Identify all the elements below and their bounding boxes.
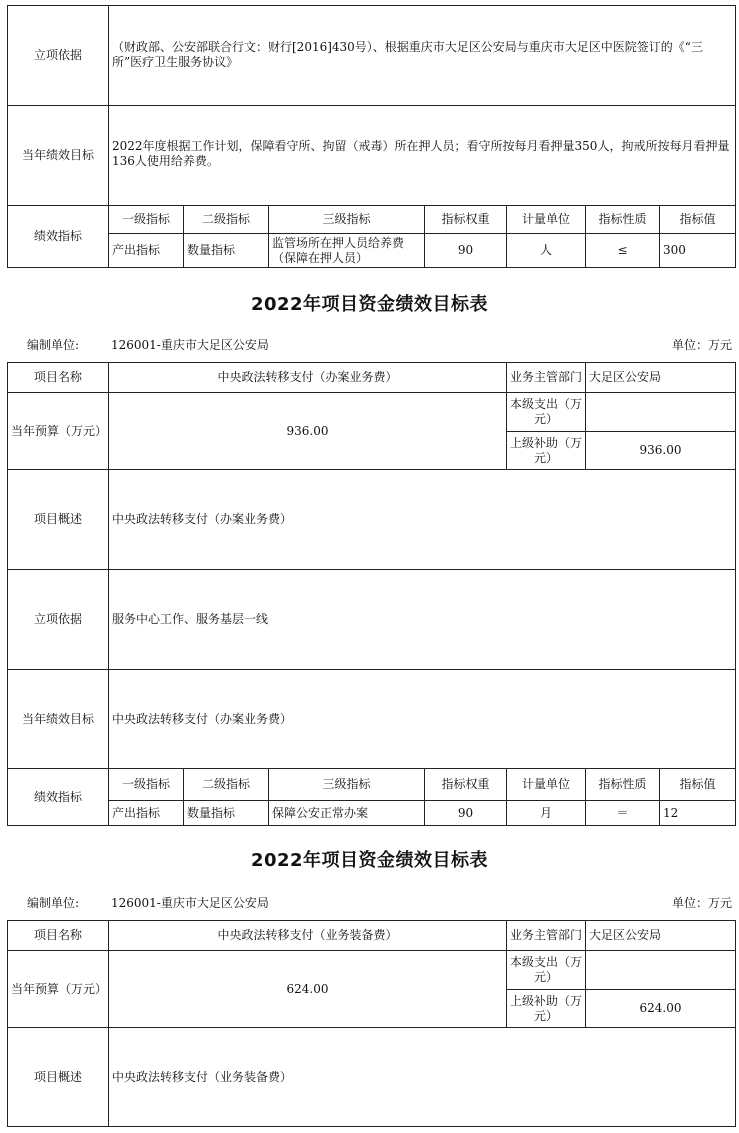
header-value: 指标值 xyxy=(660,206,736,234)
section2-sub-value: 624.00 xyxy=(586,990,736,1028)
section1-cell-unit: 月 xyxy=(507,801,586,826)
section1-cell-level3: 保障公安正常办案 xyxy=(269,801,425,826)
goal-label: 当年绩效目标 xyxy=(8,106,109,206)
section2-title: 2022年项目资金绩效目标表 xyxy=(250,850,489,871)
section1-basis-text: 服务中心工作、服务基层一线 xyxy=(109,570,736,670)
section2-table xyxy=(7,920,736,1127)
section1-project-name: 中央政法转移支付（办案业务费） xyxy=(109,363,507,393)
section1-header-level2: 二级指标 xyxy=(184,769,269,801)
section1-dept-value: 大足区公安局 xyxy=(586,363,736,393)
section1-cell-level1: 产出指标 xyxy=(109,801,184,826)
section1-table xyxy=(7,362,736,826)
section1-own-value xyxy=(586,393,736,432)
cell-unit: 人 xyxy=(507,234,586,268)
goal-text: 2022年度根据工作计划，保障看守所、拘留（戒毒）所在押人员；看守所按每月看押量350人，拘戒所按每月看押量136人使用给养费。 xyxy=(109,106,736,206)
section1-overview-label: 项目概述 xyxy=(8,470,109,570)
cell-value: 300 xyxy=(660,234,736,268)
section1-overview-text: 中央政法转移支付（办案业务费） xyxy=(109,470,736,570)
section2-unit: 单位：万元 xyxy=(672,896,733,910)
basis-label: 立项依据 xyxy=(8,6,109,106)
section1-cell-weight: 90 xyxy=(425,801,507,826)
section1-org-label: 编制单位: xyxy=(27,338,80,352)
section2-name-label: 项目名称 xyxy=(8,921,109,951)
cell-level2: 数量指标 xyxy=(184,234,269,268)
cell-weight: 90 xyxy=(425,234,507,268)
section2-overview-label: 项目概述 xyxy=(8,1028,109,1127)
section2-budget-value: 624.00 xyxy=(109,951,507,1028)
section1-cell-nature: ＝ xyxy=(586,801,660,826)
section1-org-value: 126001-重庆市大足区公安局 xyxy=(111,338,269,352)
section1-indicator-label: 绩效指标 xyxy=(8,769,109,826)
cell-level1: 产出指标 xyxy=(109,234,184,268)
section1-header-value: 指标值 xyxy=(660,769,736,801)
section1-sub-value: 936.00 xyxy=(586,432,736,470)
top-performance-table xyxy=(7,5,736,268)
section2-org-value: 126001-重庆市大足区公安局 xyxy=(111,896,269,910)
section1-goal-label: 当年绩效目标 xyxy=(8,670,109,769)
section1-header-level3: 三级指标 xyxy=(269,769,425,801)
section1-sub-label: 上级补助（万元） xyxy=(507,432,586,470)
cell-nature: ≤ xyxy=(586,234,660,268)
section1-header-unit: 计量单位 xyxy=(507,769,586,801)
section2-overview-text: 中央政法转移支付（业务装备费） xyxy=(109,1028,736,1127)
section2-own-value xyxy=(586,951,736,990)
section1-name-label: 项目名称 xyxy=(8,363,109,393)
section1-budget-label: 当年预算（万元） xyxy=(8,393,109,470)
header-level3: 三级指标 xyxy=(269,206,425,234)
cell-level3: 监管场所在押人员给养费（保障在押人员） xyxy=(269,234,425,268)
header-unit: 计量单位 xyxy=(507,206,586,234)
basis-text: （财政部、公安部联合行文：财行[2016]430号）、根据重庆市大足区公安局与重庆市大足区中医院签订的《“三所”医疗卫生服务协议》 xyxy=(109,6,736,106)
section1-dept-label: 业务主管部门 xyxy=(507,363,586,393)
section1-cell-value: 12 xyxy=(660,801,736,826)
section1-unit: 单位：万元 xyxy=(672,338,733,352)
header-nature: 指标性质 xyxy=(586,206,660,234)
section1-basis-label: 立项依据 xyxy=(8,570,109,670)
section1-header-weight: 指标权重 xyxy=(425,769,507,801)
section2-org-label: 编制单位: xyxy=(27,896,80,910)
header-weight: 指标权重 xyxy=(425,206,507,234)
section1-budget-value: 936.00 xyxy=(109,393,507,470)
section2-budget-label: 当年预算（万元） xyxy=(8,951,109,1028)
header-level1: 一级指标 xyxy=(109,206,184,234)
section1-header-nature: 指标性质 xyxy=(586,769,660,801)
section1-cell-level2: 数量指标 xyxy=(184,801,269,826)
section1-own-label: 本级支出（万元） xyxy=(507,393,586,432)
section2-project-name: 中央政法转移支付（业务装备费） xyxy=(109,921,507,951)
header-level2: 二级指标 xyxy=(184,206,269,234)
section1-header-level1: 一级指标 xyxy=(109,769,184,801)
section2-dept-label: 业务主管部门 xyxy=(507,921,586,951)
section1-title: 2022年项目资金绩效目标表 xyxy=(250,294,489,315)
section2-own-label: 本级支出（万元） xyxy=(507,951,586,990)
indicator-label: 绩效指标 xyxy=(8,206,109,268)
section2-sub-label: 上级补助（万元） xyxy=(507,990,586,1028)
section1-goal-text: 中央政法转移支付（办案业务费） xyxy=(109,670,736,769)
section2-dept-value: 大足区公安局 xyxy=(586,921,736,951)
